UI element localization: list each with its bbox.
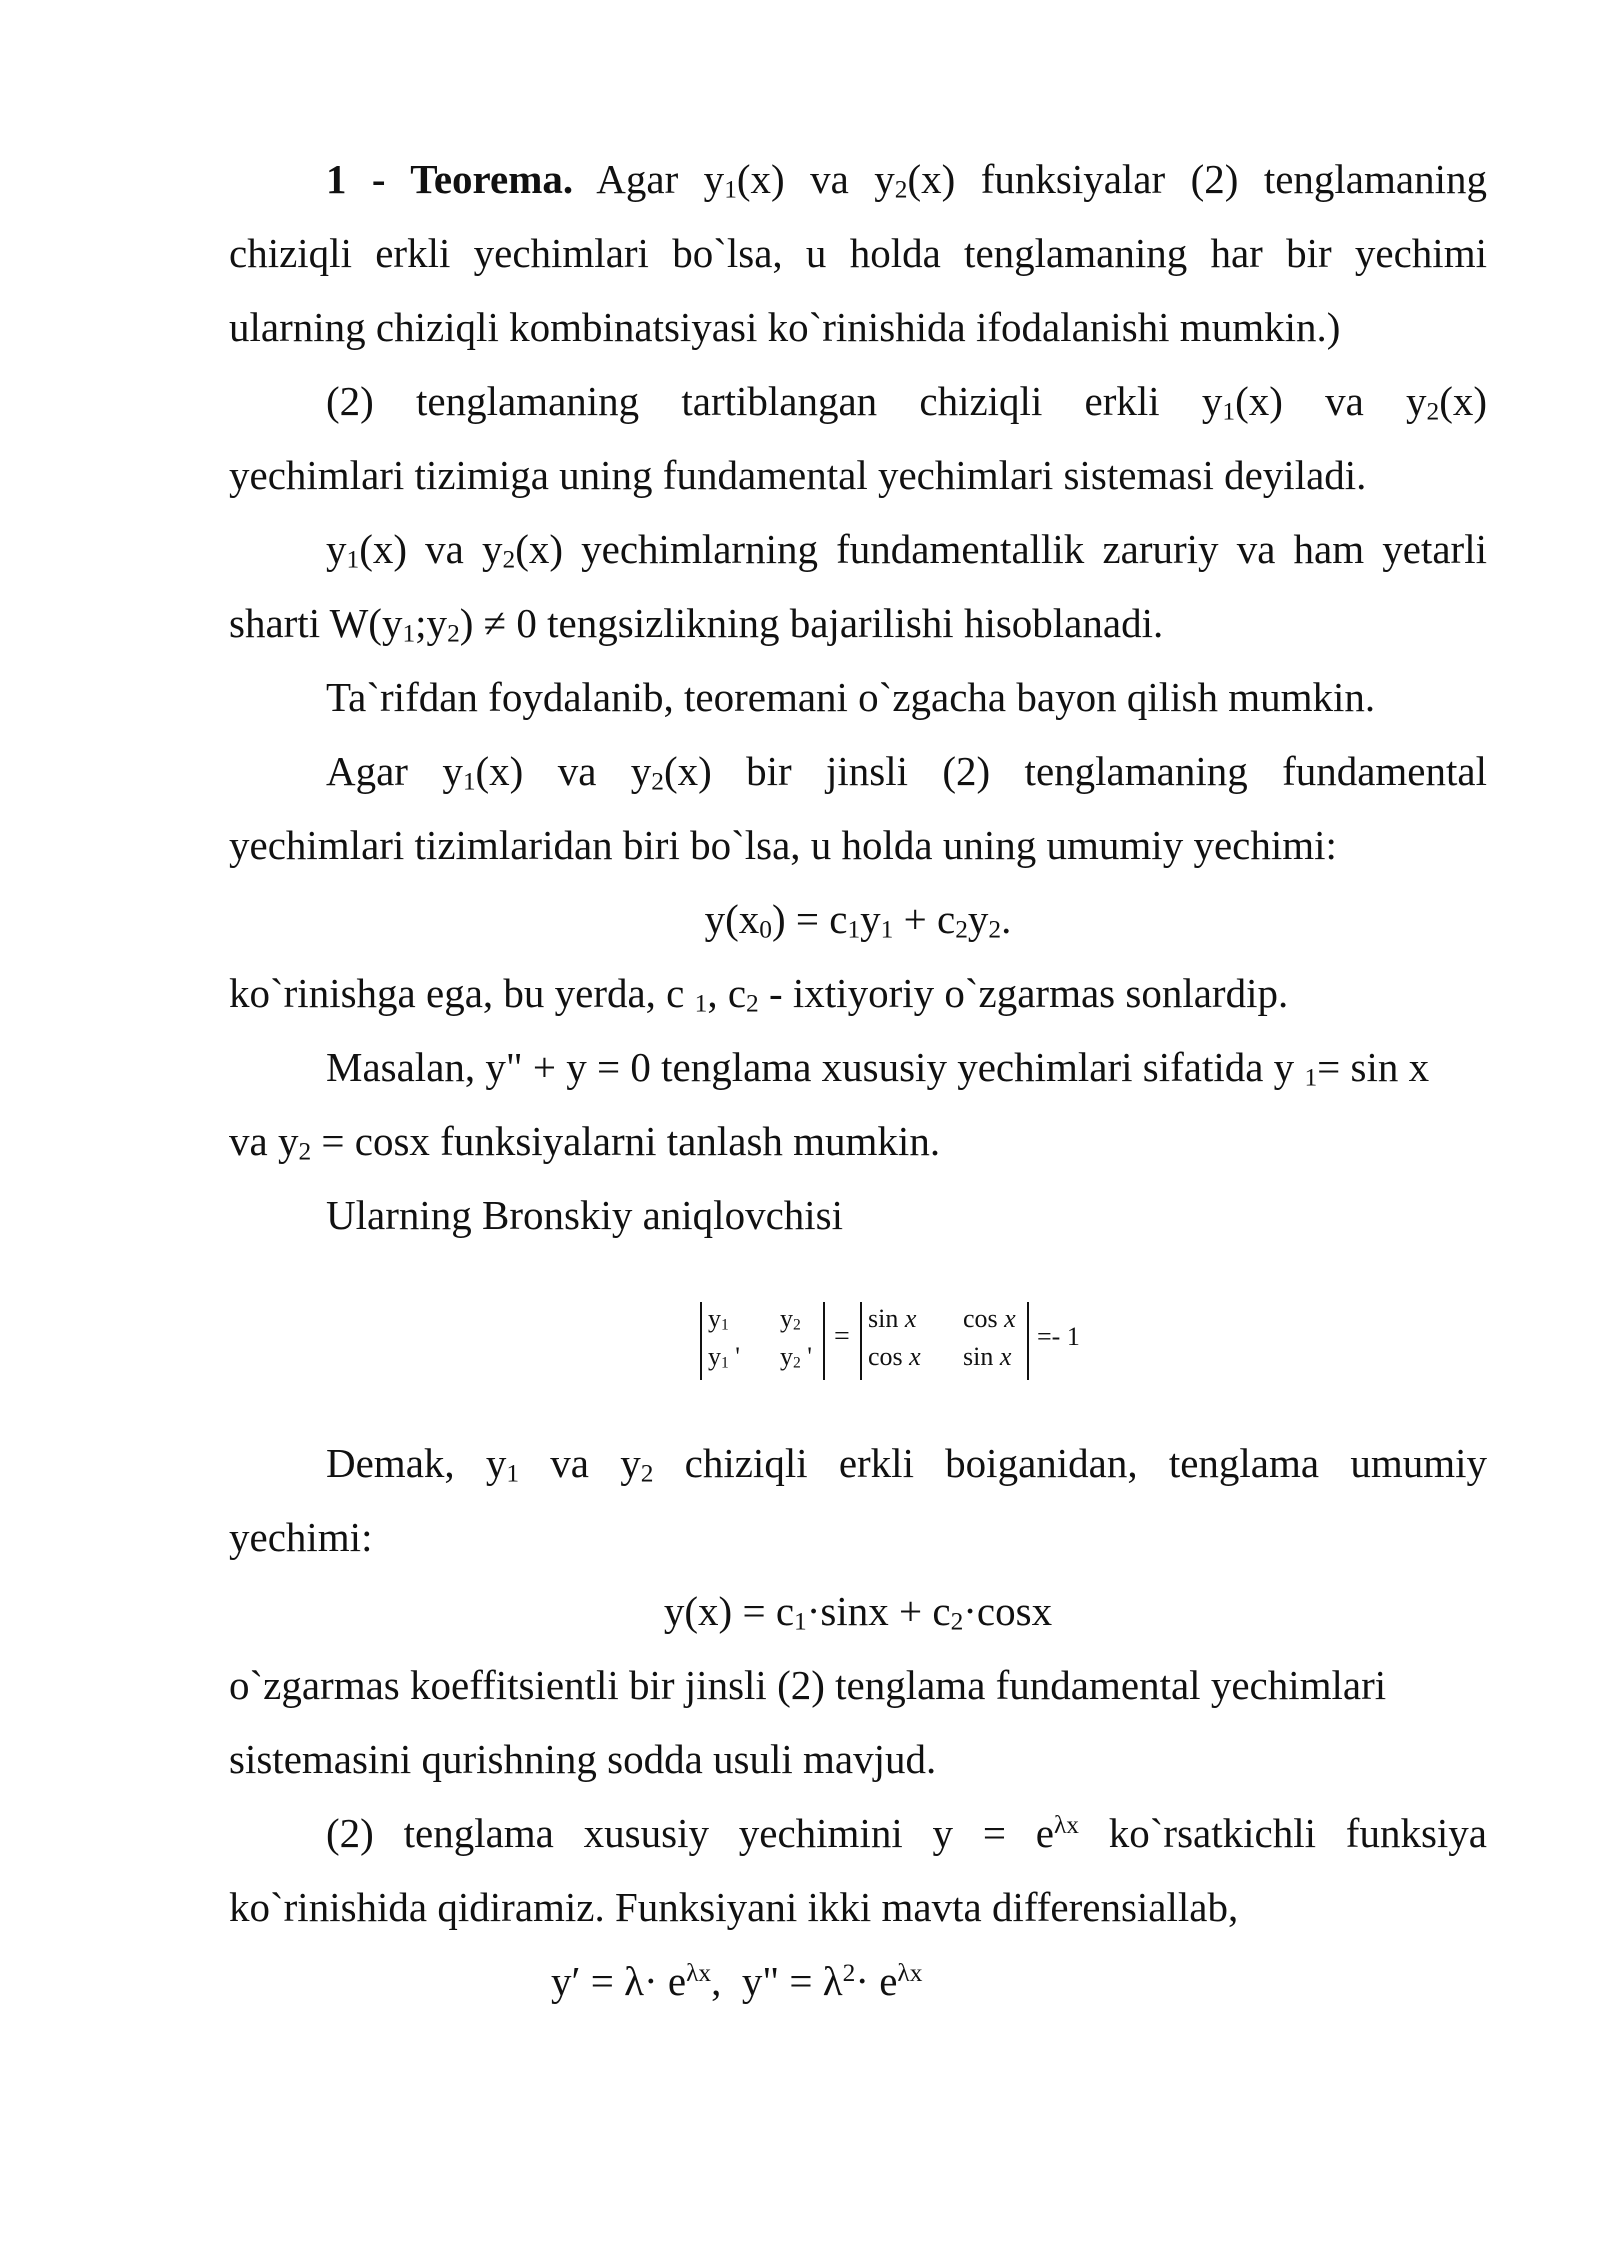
det-cell-sin-1: sin x <box>868 1304 917 1333</box>
condition-line-2: sharti $W(y_1;y_2) \ne 0$ tengsizlikning bajarilishi hisoblanadi. <box>229 600 1164 648</box>
sin-cos-solution-formula: $y(x) = c_1\cdot\sin x + c_2\cdot\cos x$ <box>663 1588 1053 1636</box>
det-equals: = <box>834 1321 850 1352</box>
det-cell-y2: y2 <box>780 1304 801 1334</box>
det-cell-cos-2: cos x <box>868 1342 921 1371</box>
general-solution-formula: $y(x_0) = c_1y_1 + c_2y_2$. <box>704 896 1012 944</box>
definition-line-1: (2) tenglamaning tartiblangan chiziqli erkli $y_1(x)$ va $y_2(x)$ <box>326 378 1487 426</box>
wronskian-determinant <box>700 1298 1120 1382</box>
example-line-1: Masalan, y" + y = 0 tenglama xususiy yechimlari sifatida y $_1$= sin x <box>326 1044 1430 1092</box>
theorem-line-1: 1 - Teorema. Agar $y_1(x)$ va $y_2(x)$ funksiyalar (2) tenglamaning <box>326 156 1487 204</box>
example-line-2: va $y_2 = \cos x$ funksiyalarni tanlash mumkin. <box>229 1118 941 1166</box>
conclusion-line-1: Demak, $y_1$ va $y_2$ chiziqli erkli boiganidan, tenglama umumiy <box>326 1440 1487 1488</box>
theorem-paragraph <box>229 142 1487 216</box>
remark-line: Ta`rifdan foydalanib, teoremani o`zgacha bayon qilish mumkin. <box>326 674 1376 720</box>
det-cell-y1-prime: y1 ' <box>708 1342 740 1372</box>
method-line-2: sistemasini qurishning sodda usuli mavjud. <box>229 1736 937 1782</box>
theorem-line-3: ularning chiziqli kombinatsiyasi ko`rinishida ifodalanishi mumkin.) <box>229 304 1341 350</box>
det-cell-cos-1: cos x <box>963 1304 1016 1333</box>
derivatives-formula: $y' = \lambda\cdot e^{\lambda x}$, y" = $\lambda^2\cdot e^{\lambda x}$ <box>551 1958 923 2004</box>
ansatz-line-1: (2) tenglama xususiy yechimini $y = e^{\lambda x}$ ko`rsatkichli funksiya <box>326 1810 1488 1856</box>
corollary-line-1: Agar $y_1(x)$ va $y_2(x)$ bir jinsli (2) tenglamaning fundamental <box>326 748 1487 796</box>
det-cell-y2-prime: y2 ' <box>780 1342 812 1372</box>
method-line-1: o`zgarmas koeffitsientli bir jinsli (2) tenglama fundamental yechimlari <box>229 1662 1387 1708</box>
theorem-line-2: chiziqli erkli yechimlari bo`lsa, u holda tenglamaning har bir yechimi <box>229 230 1487 276</box>
definition-line-2: yechimlari tizimiga uning fundamental yechimlari sistemasi deyiladi. <box>229 452 1367 498</box>
det-result: =- 1 <box>1037 1322 1080 1351</box>
conclusion-line-2: yechimi: <box>229 1514 373 1560</box>
determinant-bar-left-2 <box>860 1302 862 1380</box>
ansatz-line-2: ko`rinishida qidiramiz. Funksiyani ikki mavta differensiallab, <box>229 1884 1239 1930</box>
det-cell-sin-2: sin x <box>963 1342 1012 1371</box>
determinant-bar-left-1 <box>700 1302 702 1380</box>
constants-line: ko`rinishga ega, bu yerda, c $_1$, $c_2$ - ixtiyoriy o`zgarmas sonlardip. <box>229 970 1289 1018</box>
determinant-bar-right-2 <box>1027 1302 1029 1380</box>
determinant-bar-right-1 <box>823 1302 825 1380</box>
condition-line-1: $y_1(x)$ va $y_2(x)$ yechimlarning fundamentallik zaruriy va ham yetarli <box>326 526 1487 574</box>
wronskian-intro: Ularning Bronskiy aniqlovchisi <box>326 1192 844 1238</box>
det-cell-y1: y1 <box>708 1304 729 1334</box>
corollary-line-2: yechimlari tizimlaridan biri bo`lsa, u holda uning umumiy yechimi: <box>229 822 1337 868</box>
